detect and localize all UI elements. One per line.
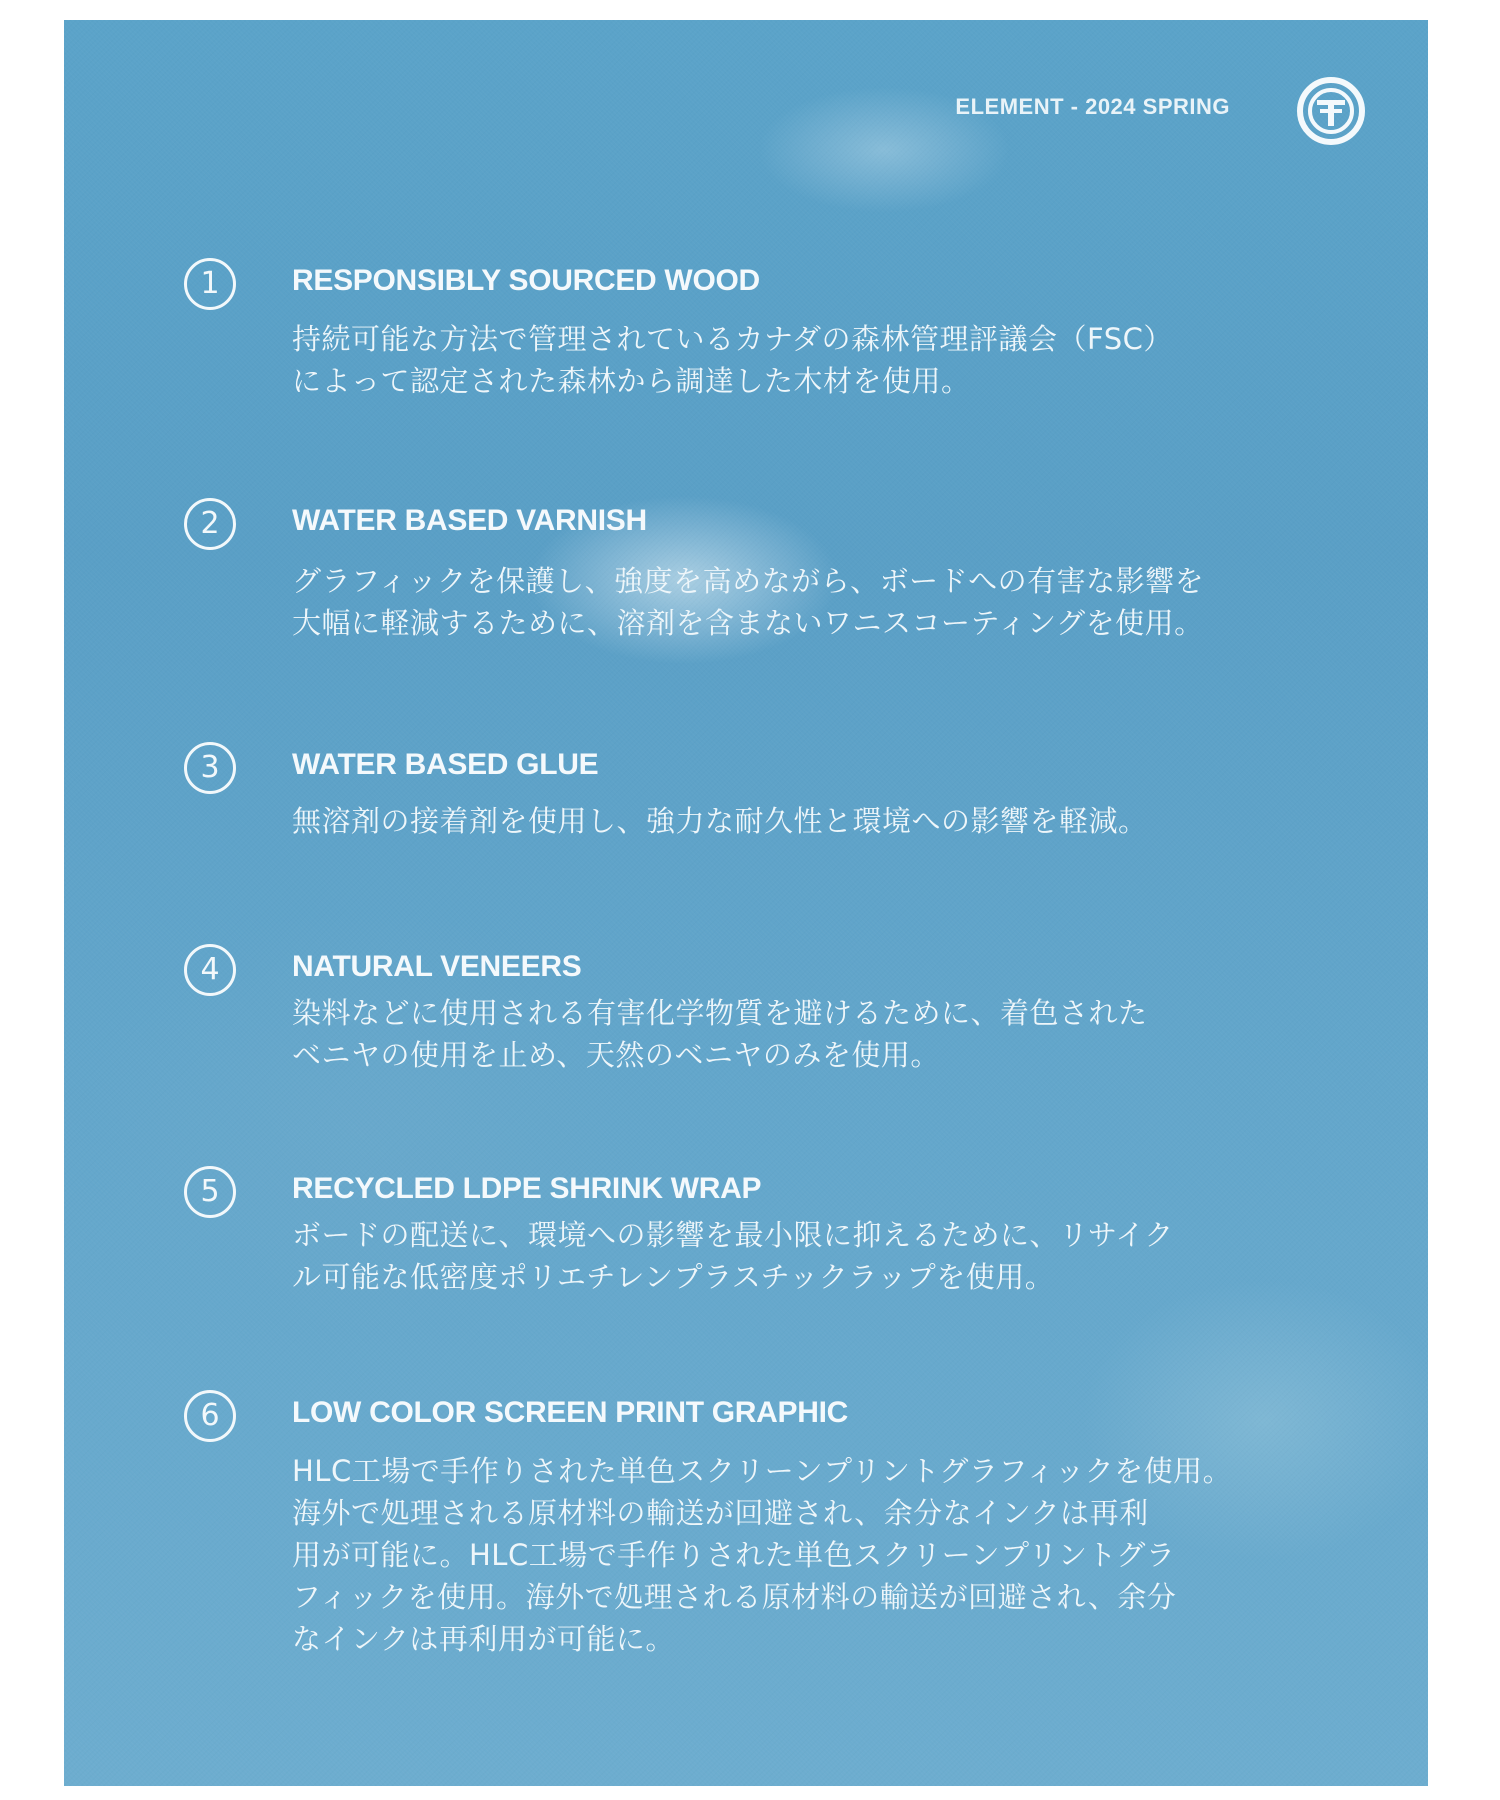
item-title: RESPONSIBLY SOURCED WOOD bbox=[292, 264, 760, 297]
item-description bbox=[292, 992, 1322, 1076]
item-title: NATURAL VENEERS bbox=[292, 950, 582, 983]
item-description bbox=[292, 1450, 1322, 1660]
item-description bbox=[292, 318, 1322, 402]
feature-panel bbox=[64, 20, 1428, 1786]
item-number: 3 bbox=[184, 742, 236, 794]
brand-season-label: ELEMENT - 2024 SPRING bbox=[955, 94, 1230, 119]
item-title: WATER BASED GLUE bbox=[292, 748, 599, 781]
item-title: WATER BASED VARNISH bbox=[292, 504, 647, 537]
description-line: HLC工場で手作りされた単色スクリーンプリントグラフィックを使用。 bbox=[292, 1454, 1233, 1488]
description-line: ボードの配送に、環境への影響を最小限に抑えるために、リサイク bbox=[292, 1218, 1174, 1252]
item-number: 2 bbox=[184, 498, 236, 550]
description-line: 大幅に軽減するために、溶剤を含まないワニスコーティングを使用。 bbox=[292, 606, 1204, 640]
item-number: 6 bbox=[184, 1390, 236, 1442]
item-number: 1 bbox=[184, 258, 236, 310]
description-line: ベニヤの使用を止め、天然のベニヤのみを使用。 bbox=[292, 1038, 940, 1072]
item-number: 5 bbox=[184, 1166, 236, 1218]
description-line: ル可能な低密度ポリエチレンプラスチックラップを使用。 bbox=[292, 1260, 1055, 1294]
description-line: フィックを使用。海外で処理される原材料の輸送が回避され、余分 bbox=[292, 1580, 1177, 1614]
item-title: LOW COLOR SCREEN PRINT GRAPHIC bbox=[292, 1396, 849, 1429]
item-description bbox=[292, 800, 1322, 842]
item-number: 4 bbox=[184, 944, 236, 996]
description-line: 海外で処理される原材料の輸送が回避され、余分なインクは再利 bbox=[292, 1496, 1149, 1530]
element-tree-logo-icon bbox=[1296, 76, 1366, 146]
description-line: なインクは再利用が可能に。 bbox=[292, 1622, 675, 1656]
item-description bbox=[292, 1214, 1322, 1298]
item-title: RECYCLED LDPE SHRINK WRAP bbox=[292, 1172, 762, 1205]
description-line: 用が可能に。HLC工場で手作りされた単色スクリーンプリントグラ bbox=[292, 1538, 1176, 1572]
description-line: 染料などに使用される有害化学物質を避けるために、着色された bbox=[292, 996, 1148, 1030]
description-line: 無溶剤の接着剤を使用し、強力な耐久性と環境への影響を軽減。 bbox=[292, 804, 1148, 838]
item-description bbox=[292, 560, 1322, 644]
description-line: グラフィックを保護し、強度を高めながら、ボードへの有害な影響を bbox=[292, 564, 1205, 598]
description-line: によって認定された森林から調達した木材を使用。 bbox=[292, 364, 971, 398]
description-line: 持続可能な方法で管理されているカナダの森林管理評議会（FSC） bbox=[292, 322, 1173, 356]
